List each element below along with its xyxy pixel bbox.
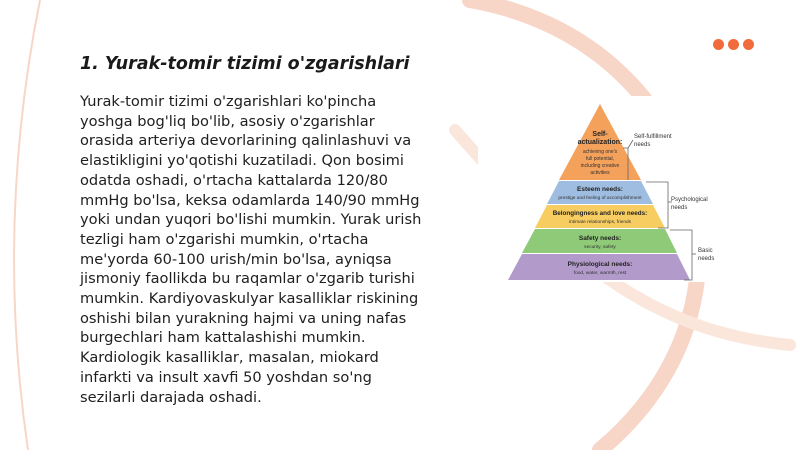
dot xyxy=(728,39,739,50)
level-desc: achieving one's xyxy=(582,149,618,155)
side-label: needs xyxy=(671,205,688,211)
side-label: needs xyxy=(698,256,715,262)
level-title: Safety needs: xyxy=(578,235,622,242)
level-desc: food, water, warmth, rest xyxy=(573,271,627,276)
level-desc: full potential, xyxy=(585,156,615,162)
slide-body-text: Yurak-tomir tizimi o'zgarishlari ko'pincha yoshga bog'liq bo'lib, asosiy o'zgarishlar orasida arteriya devorlarining qalinlashuvi va elastikligini yo'qotishi kuzatiladi. Qon bosimi odatda oshadi, o'rtacha kattalarda 120/80 mmHg bo'lsa, keksa odamlarda 140/90 mmHg yoki undan yuqori bo'lishi mumkin. Yurak urish tezligi ham o'zgarishi mumkin, o'rtacha me'yorda 60-100 urish/min bo'lsa, ayniqsa jismoniy faollikda bu raqamlar o'zgarib turishi mumkin. Kardiyovaskulyar kasalliklar riskining oshishi bilan yurakning hajmi va uning nafas burgechlari ham kattalashishi mumkin. Kardiologik kasalliklar, masalan, miokard infarkti va insult xavfi 50 yoshdan so'ng sezilarli darajada oshadi. xyxy=(80,93,422,406)
side-label: Basic xyxy=(698,248,713,254)
level-title: Physiological needs: xyxy=(567,261,633,268)
dot xyxy=(743,39,754,50)
side-label: Psychological xyxy=(671,197,708,203)
level-desc: intimate relationships, friends xyxy=(568,220,632,225)
level-desc: including creative xyxy=(580,163,620,169)
level-desc: security, safety xyxy=(584,245,616,250)
level-title: actualization: xyxy=(577,139,623,146)
level-title: Esteem needs: xyxy=(577,186,623,193)
side-label: needs xyxy=(634,142,651,148)
maslow-pyramid-figure xyxy=(478,96,723,282)
level-title: Self- xyxy=(592,131,608,138)
level-desc: activities xyxy=(590,170,610,176)
level-desc: prestige and feeling of accomplishment xyxy=(558,196,642,201)
slide-title: 1. Yurak-tomir tizimi o'zgarishlari xyxy=(80,54,410,74)
side-label: Self-fulfillment xyxy=(634,134,672,140)
left-arc xyxy=(14,0,40,450)
level-title: Belongingness and love needs: xyxy=(552,210,648,217)
decorative-dots xyxy=(713,39,754,50)
dot xyxy=(713,39,724,50)
